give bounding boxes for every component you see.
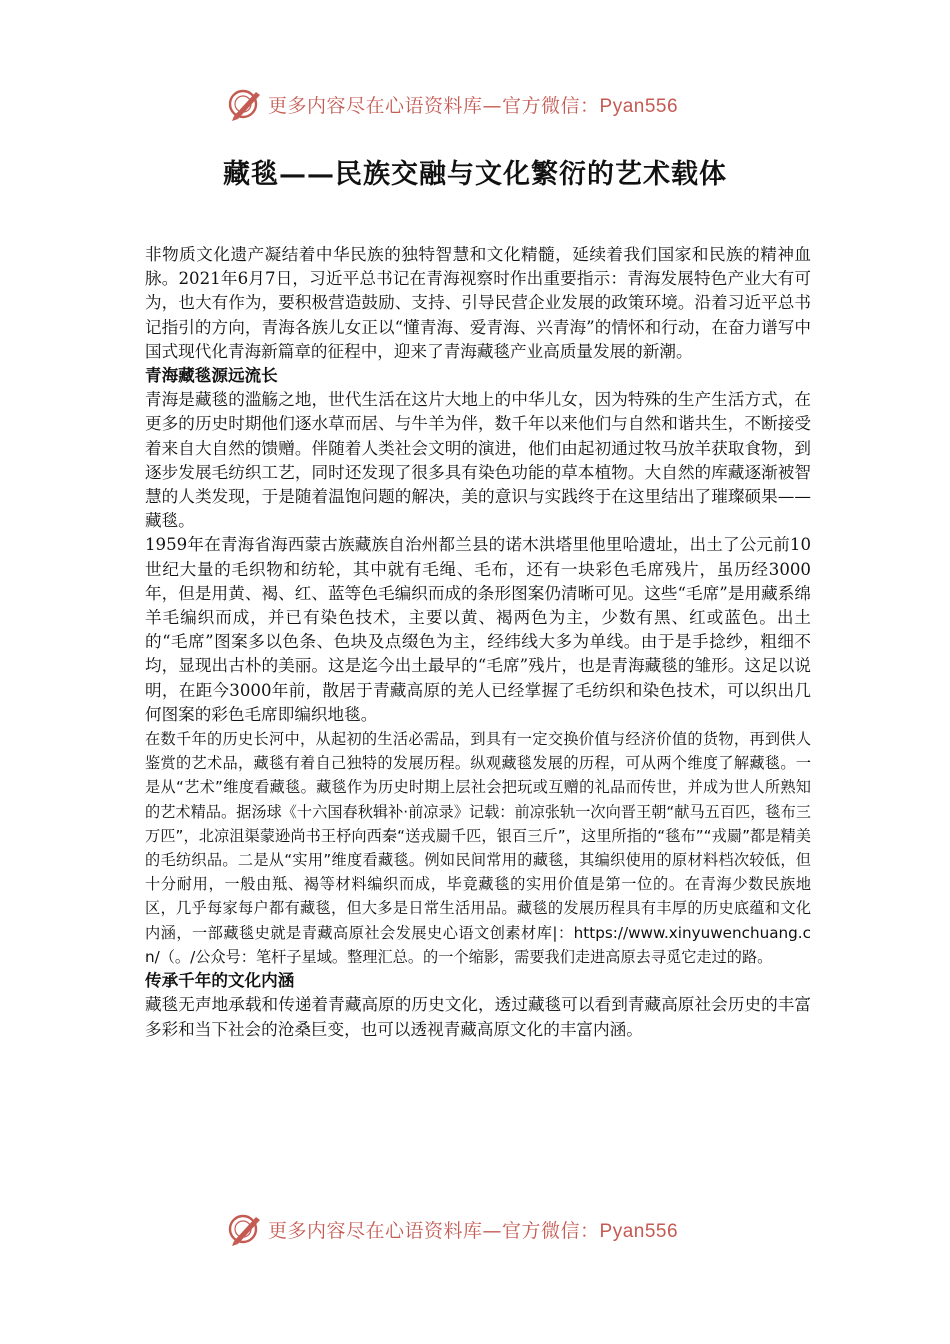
banner-text: 更多内容尽在心语资料库—官方微信：Pyan556 xyxy=(268,94,679,117)
pen-logo-icon xyxy=(228,1211,264,1247)
culture-paragraph-1: 藏毯无声地承载和传递着青藏高原的历史文化，透过藏毯可以看到青藏高原社会历史的丰富多彩和当下社会的沧桑巨变，也可以透视青藏高原文化的丰富内涵。 xyxy=(145,995,811,1039)
origins-paragraph-3: 在数千年的历史长河中，从起初的生活必需品，到具有一定交换价值与经济价值的货物，再到供人鉴赏的艺术品，藏毯有着自己独特的发展历程。纵观藏毯发展的历程，可从两个维度了解藏毯。一是从“艺术”维度看藏毯。藏毯作为历史时期上层社会把玩或互赠的礼品而传世，并成为世人所熟知的艺术精品。据汤球《十六国春秋辑补·前凉录》记载：前凉张轨一次向晋王朝“献马五百匹，毯布三万匹”，北凉沮渠蒙逊尚书王杼向西秦“送戎罽千匹，银百三斤”，这里所指的“毯布”“戎罽”都是精美的毛纺织品。二是从“实用”维度看藏毯。例如民间常用的藏毯，其编织使用的原材料档次较低，但十分耐用，一般由羝、褐等材料编织而成，毕竟藏毯的实用价值是第一位的。在青海少数民族地区，几乎每家每户都有藏毯，但大多是日常生活用品。藏毯的发展历程具有丰厚的历史底蕴和文化内涵，一部藏毯史就是青藏高原社会发展史心语文创素材库|：https://www.xinyuwenchuang.cn/（。/公众号：笔杆子星域。整理汇总。的一个缩影，需要我们走进高原去寻觅它走过的路。 xyxy=(145,730,811,966)
origins-paragraph-2: 1959年在青海省海西蒙古族藏族自治州都兰县的诺木洪塔里他里哈遗址，出土了公元前10世纪大量的毛织物和纺轮，其中就有毛绳、毛布，还有一块彩色毛席残片，虽历经3000年，但是用黄、褐、红、蓝等色毛编织而成的条形图案仍清晰可见。这些“毛席”是用藏系绵羊毛编织而成，并已有染色技术，主要以黄、褐两色为主，少数有黑、红或蓝色。出土的“毛席”图案多以色条、色块及点缀色为主，经纬线大多为单线。由于是手捻纱，粗细不均，显现出古朴的美丽。这是迄今出土最早的“毛席”残片，也是青海藏毯的雏形。这足以说明，在距今3000年前，散居于青藏高原的羌人已经掌握了毛纺织和染色技术，可以织出几何图案的彩色毛席即编织地毯。 xyxy=(145,535,811,724)
banner-wechat-id: Pyan556 xyxy=(599,1220,679,1242)
banner-text: 更多内容尽在心语资料库—官方微信：Pyan556 xyxy=(268,1219,679,1242)
document-body xyxy=(145,243,811,1042)
pen-logo-icon xyxy=(228,86,264,122)
origins-paragraph-1: 青海是藏毯的滥觞之地，世代生活在这片大地上的中华儿女，因为特殊的生产生活方式，在更多的历史时期他们逐水草而居、与牛羊为伴，数千年以来他们与自然和谐共生，不断接受着来自大自然的馈赠。伴随着人类社会文明的演进，他们由起初通过牧马放羊获取食物，到逐步发展毛纺织工艺，同时还发现了很多具有染色功能的草本植物。大自然的库藏逐渐被智慧的人类发现，于是随着温饱问题的解决，美的意识与实践终于在这里结出了璀璨硕果——藏毯。 xyxy=(145,390,811,531)
footer-watermark-banner xyxy=(228,1209,748,1249)
header-watermark-banner xyxy=(228,84,748,124)
section-heading-culture: 传承千年的文化内涵 xyxy=(145,971,295,991)
intro-paragraph: 非物质文化遗产凝结着中华民族的独特智慧和文化精髓，延续着我们国家和民族的精神血脉。2021年6月7日，习近平总书记在青海视察时作出重要指示：青海发展特色产业大有可为，也大有作为，要积极营造鼓励、支持、引导民营企业发展的政策环境。沿着习近平总书记指引的方向，青海各族儿女正以“懂青海、爱青海、兴青海”的情怀和行动，在奋力谱写中国式现代化青海新篇章的征程中，迎来了青海藏毯产业高质量发展的新潮。 xyxy=(145,245,811,361)
section-heading-origins: 青海藏毯源远流长 xyxy=(145,366,278,386)
banner-wechat-id: Pyan556 xyxy=(599,95,679,117)
document-title: 藏毯——民族交融与文化繁衍的艺术载体 xyxy=(223,159,727,190)
